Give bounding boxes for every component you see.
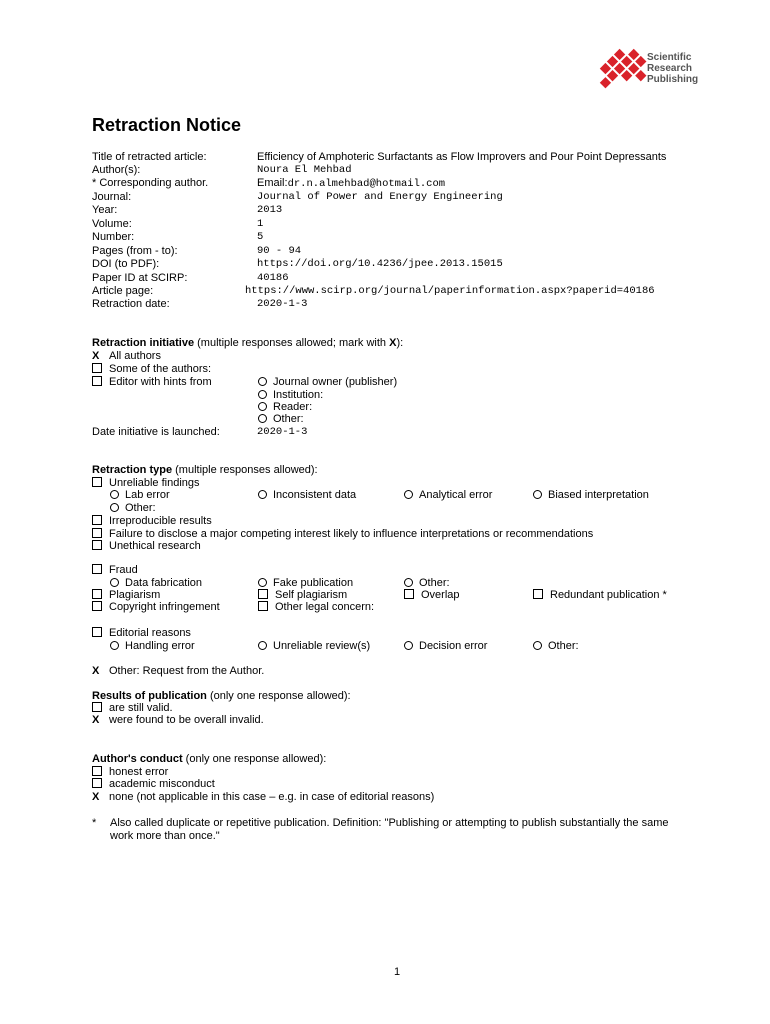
initiative-note-x: X: [389, 337, 397, 349]
option-label: Other:: [419, 577, 450, 589]
value-article-page-link[interactable]: https://www.scirp.org/journal/paperinformation.aspx?paperid=40186: [245, 285, 655, 297]
checkbox-icon: [92, 363, 102, 373]
page-title: Retraction Notice: [92, 115, 242, 135]
option-none[interactable]: [92, 791, 434, 804]
option-label: Editorial reasons: [109, 627, 191, 639]
label-number: Number:: [92, 231, 135, 243]
option-label: Redundant publication *: [550, 589, 667, 601]
option-label: Handling error: [125, 640, 195, 652]
option-journal-owner[interactable]: [258, 376, 397, 389]
option-label: Inconsistent data: [273, 489, 357, 501]
label-title: Title of retracted article:: [92, 151, 207, 163]
option-label: Analytical error: [419, 489, 493, 501]
radio-icon: [404, 490, 413, 499]
option-label: Biased interpretation: [548, 489, 649, 501]
results-heading-note: (only one response allowed):: [206, 690, 351, 702]
option-all-authors[interactable]: [92, 350, 161, 363]
label-authors: Author(s):: [92, 164, 141, 176]
checkbox-icon: [258, 589, 268, 599]
checkbox-icon: [92, 702, 102, 712]
option-some-authors[interactable]: [92, 363, 211, 376]
option-label: are still valid.: [109, 702, 173, 714]
option-label: Irreproducible results: [109, 515, 212, 527]
footnote-line-1: Also called duplicate or repetitive publication. Definition: "Publishing or attempting to publish substantially the same: [110, 817, 669, 829]
option-other[interactable]: [258, 413, 304, 426]
option-label: Decision error: [419, 640, 488, 652]
checkbox-icon: [92, 515, 102, 525]
option-label: academic misconduct: [109, 778, 215, 790]
option-label: Failure to disclose a major competing interest likely to influence interpretations or recommendations: [109, 528, 594, 540]
option-editor-hints[interactable]: [92, 376, 212, 389]
checkbox-icon: [404, 589, 414, 599]
option-editorial-reasons[interactable]: [92, 627, 191, 640]
option-label: Other:: [125, 502, 156, 514]
value-pages: 90 - 94: [257, 245, 302, 257]
checked-x-mark: X: [92, 665, 100, 677]
type-heading-title: Retraction type: [92, 464, 173, 476]
value-authors: Noura El Mehbad: [257, 164, 352, 176]
option-editorial-other[interactable]: [533, 640, 579, 653]
option-analytical-error[interactable]: [404, 489, 492, 502]
footnote-star: *: [92, 817, 97, 829]
option-overall-invalid[interactable]: [92, 714, 264, 727]
radio-icon: [258, 578, 267, 587]
type-heading-note: (multiple responses allowed):: [172, 464, 318, 476]
option-label: honest error: [109, 766, 169, 778]
radio-icon: [258, 377, 267, 386]
checked-x-mark: X: [92, 791, 100, 803]
checkbox-icon: [92, 564, 102, 574]
type-heading: [92, 464, 318, 477]
option-label: Some of the authors:: [109, 363, 212, 375]
value-journal: Journal of Power and Energy Engineering: [257, 191, 503, 203]
checkbox-icon: [92, 477, 102, 487]
value-number: 5: [257, 231, 264, 243]
radio-icon: [533, 641, 542, 650]
option-fraud[interactable]: [92, 564, 138, 577]
publisher-logo-icon: [595, 44, 647, 96]
email-link[interactable]: dr.n.almehbad@hotmail.com: [287, 178, 446, 190]
option-label: Fraud: [109, 564, 138, 576]
checkbox-icon: [533, 589, 543, 599]
option-label: Unreliable review(s): [273, 640, 371, 652]
radio-icon: [110, 490, 119, 499]
option-type-other[interactable]: [110, 502, 156, 515]
option-label: Reader:: [273, 401, 313, 413]
option-label: none (not applicable in this case – e.g. in case of editorial reasons): [109, 791, 435, 803]
radio-icon: [110, 641, 119, 650]
option-label: Other:: [548, 640, 579, 652]
option-label: Other: Request from the Author.: [109, 665, 265, 677]
option-label: Self plagiarism: [275, 589, 348, 601]
radio-icon: [258, 414, 267, 423]
option-unreliable-review[interactable]: [258, 640, 370, 653]
initiative-note-pre: (multiple responses allowed; mark with: [194, 337, 390, 349]
conduct-heading: [92, 753, 326, 766]
option-handling-error[interactable]: [110, 640, 195, 653]
conduct-heading-title: Author's conduct: [92, 753, 183, 765]
radio-icon: [110, 578, 119, 587]
initiative-heading-title: Retraction initiative: [92, 337, 195, 349]
date-initiative-value: 2020-1-3: [257, 426, 308, 438]
page-number: 1: [394, 966, 401, 978]
option-label: All authors: [109, 350, 161, 362]
label-journal: Journal:: [92, 191, 132, 203]
radio-icon: [258, 490, 267, 499]
label-retraction-date: Retraction date:: [92, 298, 170, 310]
value-doi-link[interactable]: https://doi.org/10.4236/jpee.2013.15015: [257, 258, 503, 270]
option-irreproducible[interactable]: [92, 515, 212, 528]
value-retraction-date: 2020-1-3: [257, 298, 308, 310]
checkbox-icon: [92, 627, 102, 637]
option-copyright[interactable]: [92, 601, 220, 614]
option-label: Other legal concern:: [275, 601, 375, 613]
value-email-label: [257, 177, 445, 191]
option-unethical[interactable]: [92, 540, 201, 553]
option-label: Editor with hints from: [109, 376, 212, 388]
radio-icon: [258, 390, 267, 399]
option-biased-interpretation[interactable]: [533, 489, 649, 502]
checkbox-icon: [92, 778, 102, 788]
option-label: Fake publication: [273, 577, 354, 589]
option-label: Overlap: [421, 589, 460, 601]
option-label: Copyright infringement: [109, 601, 220, 613]
footnote-line-2: work more than once.": [110, 830, 220, 842]
checkbox-icon: [92, 766, 102, 776]
label-volume: Volume:: [92, 218, 132, 230]
logo-text-1: Scientific: [647, 52, 692, 63]
radio-icon: [258, 641, 267, 650]
radio-icon: [404, 641, 413, 650]
value-volume: 1: [257, 218, 264, 230]
label-article-page: Article page:: [92, 285, 154, 297]
option-label: Data fabrication: [125, 577, 203, 589]
checked-x-mark: X: [92, 350, 100, 362]
checkbox-icon: [258, 601, 268, 611]
conduct-heading-note: (only one response allowed):: [182, 753, 327, 765]
value-year: 2013: [257, 204, 283, 216]
label-pages: Pages (from - to):: [92, 245, 178, 257]
label-doi: DOI (to PDF):: [92, 258, 160, 270]
radio-icon: [110, 503, 119, 512]
label-paper-id: Paper ID at SCIRP:: [92, 272, 188, 284]
checked-x-mark: X: [92, 714, 100, 726]
option-other-request[interactable]: [92, 665, 264, 678]
label-corresponding: * Corresponding author.: [92, 177, 209, 189]
radio-icon: [404, 578, 413, 587]
option-lab-error[interactable]: [110, 489, 170, 502]
checkbox-icon: [92, 528, 102, 538]
email-prefix: Email:: [257, 177, 288, 189]
checkbox-icon: [92, 540, 102, 550]
option-label: Unethical research: [109, 540, 201, 552]
option-label: Institution:: [273, 389, 324, 401]
checkbox-icon: [92, 376, 102, 386]
date-initiative-label: Date initiative is launched:: [92, 426, 220, 438]
option-label: Lab error: [125, 489, 170, 501]
option-redundant-publication[interactable]: [533, 589, 667, 602]
checkbox-icon: [92, 601, 102, 611]
option-label: Plagiarism: [109, 589, 161, 601]
option-inconsistent-data[interactable]: [258, 489, 356, 502]
logo-text-3: Publishing: [647, 74, 699, 85]
option-label: Other:: [273, 413, 304, 425]
initiative-heading: [92, 337, 403, 350]
label-year: Year:: [92, 204, 118, 216]
option-label: Journal owner (publisher): [273, 376, 398, 388]
option-overlap[interactable]: [404, 589, 460, 602]
logo-text-2: Research: [647, 63, 693, 74]
results-heading-title: Results of publication: [92, 690, 207, 702]
option-academic-misconduct[interactable]: [92, 778, 215, 791]
value-title: Efficiency of Amphoteric Surfactants as Flow Improvers and Pour Point Depressants: [257, 151, 667, 163]
checkbox-icon: [92, 589, 102, 599]
radio-icon: [533, 490, 542, 499]
option-label: were found to be overall invalid.: [109, 714, 264, 726]
option-other-legal[interactable]: [258, 601, 374, 614]
option-label: Unreliable findings: [109, 477, 200, 489]
radio-icon: [258, 402, 267, 411]
initiative-note-post: ):: [396, 337, 404, 349]
option-decision-error[interactable]: [404, 640, 487, 653]
value-paper-id: 40186: [257, 272, 289, 284]
